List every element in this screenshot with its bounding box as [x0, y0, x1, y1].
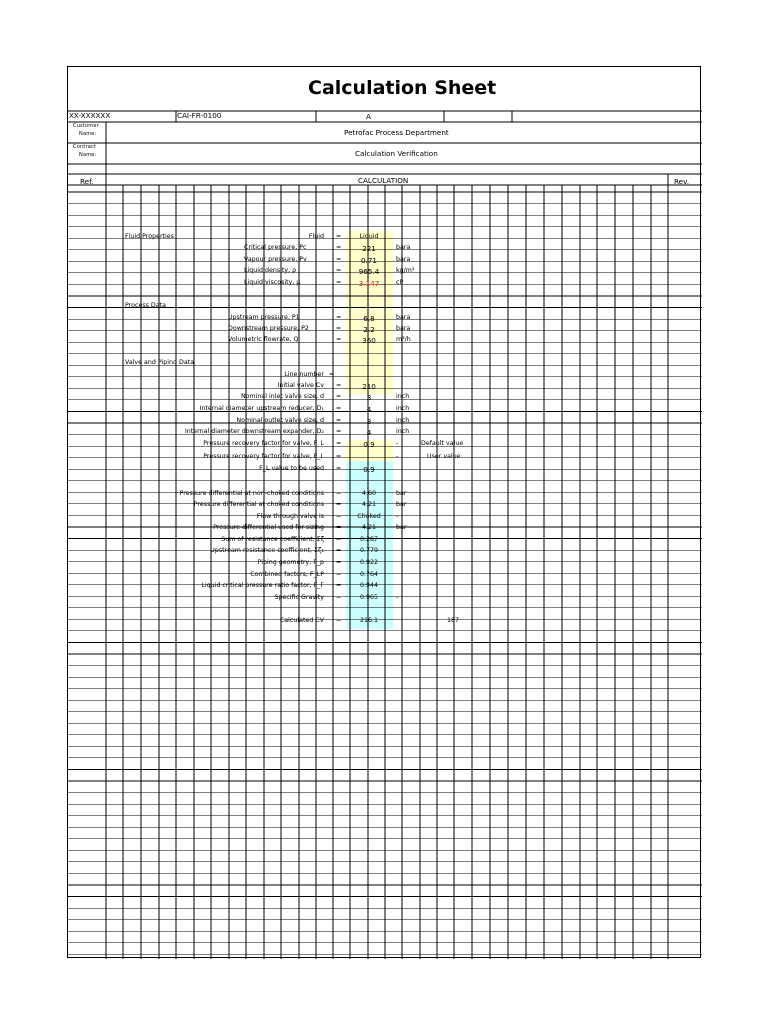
result-unit: - [396, 513, 399, 520]
equals-sign: = [336, 490, 342, 497]
fluid-property-unit: bara [396, 256, 411, 263]
process-data-unit: bara [396, 325, 411, 332]
revision-letter[interactable]: A [366, 112, 371, 121]
equals-sign: = [336, 501, 342, 508]
result-label: Combined factors, F_LP [250, 571, 324, 578]
valve-data-unit: - [396, 440, 399, 447]
equals-sign: = [336, 393, 342, 400]
valve-data-note: User value [427, 453, 461, 460]
valve-data-value[interactable]: 0.9 [363, 440, 375, 449]
result-value: 4.21 [361, 524, 377, 531]
fluid-label: Fluid [308, 233, 324, 240]
valve-data-unit: inch [396, 417, 410, 424]
equals-sign: = [336, 453, 342, 460]
valve-data-value[interactable]: 3 [366, 417, 372, 426]
customer-name[interactable]: Petrofac Process Department [344, 128, 449, 137]
fluid-property-label: Liquid viscosity, μ [244, 279, 301, 286]
equals-sign: = [336, 617, 342, 624]
valve-data-label: Internal diameter upstream reducer, D₁ [199, 405, 324, 412]
fluid-property-label: Critical pressure, Pc [244, 244, 307, 251]
equals-sign: = [329, 371, 335, 378]
equals-sign: = [336, 233, 342, 240]
section-valve-piping-data: Valve and Piping Data [125, 359, 195, 366]
result-unit: bar [396, 524, 407, 531]
process-data-unit: bara [396, 314, 411, 321]
calculation-sheet [67, 66, 701, 958]
valve-data-unit: inch [396, 393, 410, 400]
line-number-label: Line number [284, 371, 324, 378]
result-label: Specific Gravity [274, 594, 324, 601]
valve-data-unit: inch [396, 405, 410, 412]
valve-data-value[interactable]: 210 [362, 382, 376, 391]
valve-data-label: F_L value to be used [259, 465, 324, 472]
result-label: Sum of resistance coefficient, Σζ [221, 536, 324, 543]
valve-data-label: Pressure recovery factor for valve, F_L [203, 440, 324, 447]
process-data-label: Volumetric flowrate, Q [228, 336, 299, 343]
result-label: Pressure differential used for sizing [213, 524, 324, 531]
result-label: Pressure differential at choked conditions [193, 501, 324, 508]
equals-sign: = [336, 279, 342, 286]
equals-sign: = [336, 571, 342, 578]
process-data-label: Upstream pressure, P1 [228, 314, 300, 321]
contract-name[interactable]: Calculation Verification [355, 149, 438, 158]
fluid-property-unit: bara [396, 244, 411, 251]
cell-fill [346, 461, 393, 629]
equals-sign: = [336, 405, 342, 412]
calculated-cv-value: 216.1 [359, 617, 379, 624]
fluid-property-value[interactable]: 221 [362, 244, 376, 253]
fluid-property-unit: kg/m³ [396, 267, 415, 274]
valve-data-note: Default value [421, 440, 464, 447]
result-unit: - [396, 594, 399, 601]
page-title: Calculation Sheet [308, 77, 497, 99]
fluid-property-value[interactable]: 965.4 [358, 267, 380, 276]
equals-sign: = [336, 417, 342, 424]
result-value: Choked [357, 513, 381, 520]
valve-data-label: Pressure recovery factor for valve, F_L [203, 453, 324, 460]
valve-data-label: Initial valve Cv [277, 382, 324, 389]
document-number[interactable]: XX-XXXXXX [69, 111, 111, 120]
result-value: 0.922 [359, 559, 379, 566]
form-code[interactable]: CAI-FR-0100 [177, 111, 222, 120]
fluid-property-unit: cP [396, 279, 404, 286]
result-value: 0.965 [359, 594, 379, 601]
process-data-value[interactable]: 360 [362, 336, 376, 345]
equals-sign: = [336, 440, 342, 447]
valve-data-value[interactable]: 0.9 [363, 465, 375, 474]
equals-sign: = [336, 314, 342, 321]
result-value: 0.779 [359, 547, 379, 554]
valve-data-label: Nominal inlet valve size, d [240, 393, 324, 400]
result-unit: bar [396, 490, 407, 497]
process-data-value[interactable]: 6.8 [363, 314, 375, 323]
equals-sign: = [336, 594, 342, 601]
sheet-grid-lines [68, 67, 702, 959]
equals-sign: = [336, 559, 342, 566]
rev-column-header: Rev. [674, 177, 690, 186]
fluid-property-label: Vapour pressure, Pv [244, 256, 307, 263]
equals-sign: = [336, 513, 342, 520]
result-label: Flow through valve is [256, 513, 324, 520]
equals-sign: = [336, 536, 342, 543]
calculated-cv-label: Calculated CV [279, 617, 324, 624]
process-data-value[interactable]: 2.2 [363, 325, 375, 334]
equals-sign: = [336, 267, 342, 274]
result-label: Upstream resistance coefficient, Σζ₁ [210, 547, 324, 554]
fluid-property-value[interactable]: 3.147 [358, 279, 380, 288]
process-data-label: Downstream pressure, P2 [228, 325, 309, 332]
equals-sign: = [336, 524, 342, 531]
equals-sign: = [336, 336, 342, 343]
result-unit: bar [396, 501, 407, 508]
equals-sign: = [336, 382, 342, 389]
result-label: Liquid critical pressure ratio factor, F_F [201, 582, 324, 589]
valve-data-label: Nominal outlet valve size, d [236, 417, 324, 424]
fluid-property-value[interactable]: 0.71 [360, 256, 377, 265]
result-label: Pressure differential at non-choked conditions [179, 490, 324, 497]
valve-data-label: Internal diameter downstream expander, D₂ [184, 428, 324, 435]
section-fluid-properties: Fluid Properties [125, 233, 174, 240]
valve-data-value[interactable]: 4 [366, 428, 372, 437]
contract-label-line2: Name: [79, 152, 97, 158]
customer-label-line2: Name: [79, 131, 97, 137]
equals-sign: = [336, 547, 342, 554]
process-data-unit: m³/h [396, 336, 411, 343]
contract-label-line1: Contract [73, 144, 97, 150]
result-value: 4.60 [361, 490, 377, 497]
calculation-column-header: CALCULATION [358, 176, 409, 185]
fluid-property-label: Liquid density, ρ [244, 267, 297, 274]
result-value: 4.21 [361, 501, 377, 508]
valve-data-value[interactable]: 3 [366, 393, 372, 402]
equals-sign: = [336, 582, 342, 589]
valve-data-unit: inch [396, 428, 410, 435]
section-process-data: Process Data [125, 302, 166, 309]
valve-data-value[interactable]: 4 [366, 405, 372, 414]
equals-sign: = [336, 256, 342, 263]
valve-data-unit: - [396, 453, 399, 460]
equals-sign: = [336, 465, 342, 472]
fluid-value[interactable]: Liquid [359, 233, 379, 240]
result-value: 0.764 [359, 571, 379, 578]
equals-sign: = [336, 244, 342, 251]
equals-sign: = [336, 428, 342, 435]
result-value: 0.287 [359, 536, 379, 543]
ref-column-header: Ref. [80, 177, 94, 186]
result-value: 0.944 [359, 582, 379, 589]
calculated-cv-check: 187 [447, 617, 460, 624]
customer-label-line1: Customer [73, 123, 99, 129]
equals-sign: = [336, 325, 342, 332]
result-label: Piping geometry, F_p [257, 559, 324, 566]
